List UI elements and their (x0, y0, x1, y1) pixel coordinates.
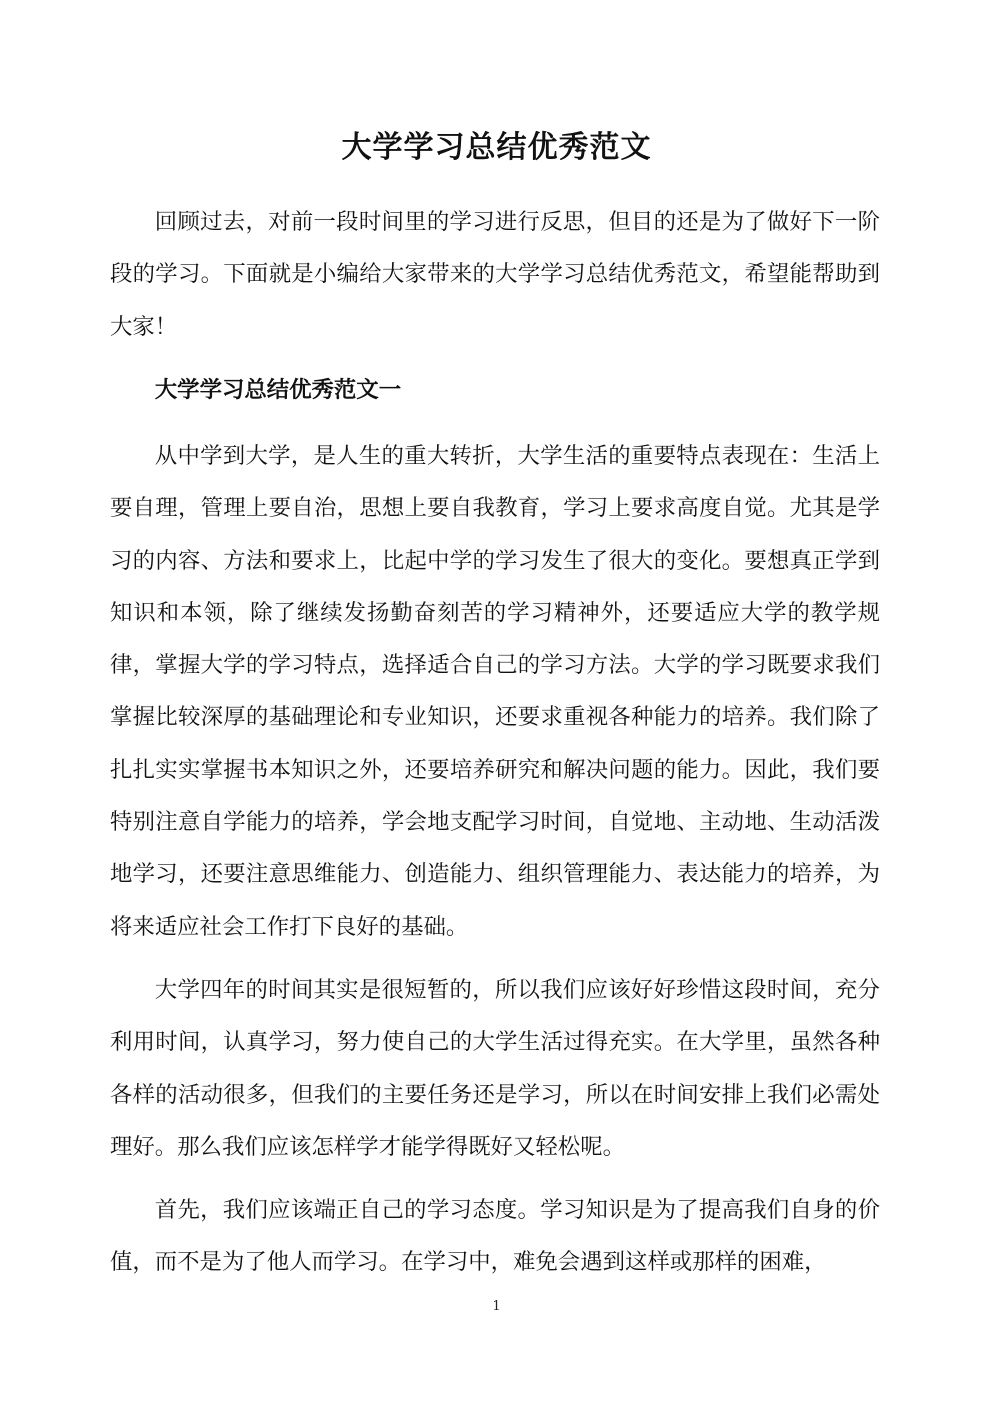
intro-paragraph: 回顾过去，对前一段时间里的学习进行反思，但目的还是为了做好下一阶段的学习。下面就是小编给大家带来的大学学习总结优秀范文，希望能帮助到大家！ (110, 209, 880, 340)
body-paragraph: 大学四年的时间其实是很短暂的，所以我们应该好好珍惜这段时间，充分利用时间，认真学习，努力使自己的大学生活过得充实。在大学里，虽然各种各样的活动很多，但我们的主要任务还是学习，所以在时间安排上我们必需处理好。那么我们应该怎样学才能学得既好又轻松呢。 (110, 977, 880, 1160)
document-title: 大学学习总结优秀范文 (341, 130, 652, 165)
section-heading: 大学学习总结优秀范文一 (154, 377, 402, 403)
page-number: 1 (492, 1299, 501, 1314)
body-paragraph: 首先，我们应该端正自己的学习态度。学习知识是为了提高我们自身的价值，而不是为了他人而学习。在学习中，难免会遇到这样或那样的困难， (110, 1197, 880, 1276)
body-paragraph: 从中学到大学，是人生的重大转折，大学生活的重要特点表现在：生活上要自理，管理上要自治，思想上要自我教育，学习上要求高度自觉。尤其是学习的内容、方法和要求上，比起中学的学习发生了很大的变化。要想真正学到知识和本领，除了继续发扬勤奋刻苦的学习精神外，还要适应大学的教学规律，掌握大学的学习特点，选择适合自己的学习方法。大学的学习既要求我们掌握比较深厚的基础理论和专业知识，还要求重视各种能力的培养。我们除了扎扎实实掌握书本知识之外，还要培养研究和解决问题的能力。因此，我们要特别注意自学能力的培养，学会地支配学习时间，自觉地、主动地、生动活泼地学习，还要注意思维能力、创造能力、组织管理能力、表达能力的培养，为将来适应社会工作打下良好的基础。 (110, 443, 880, 940)
